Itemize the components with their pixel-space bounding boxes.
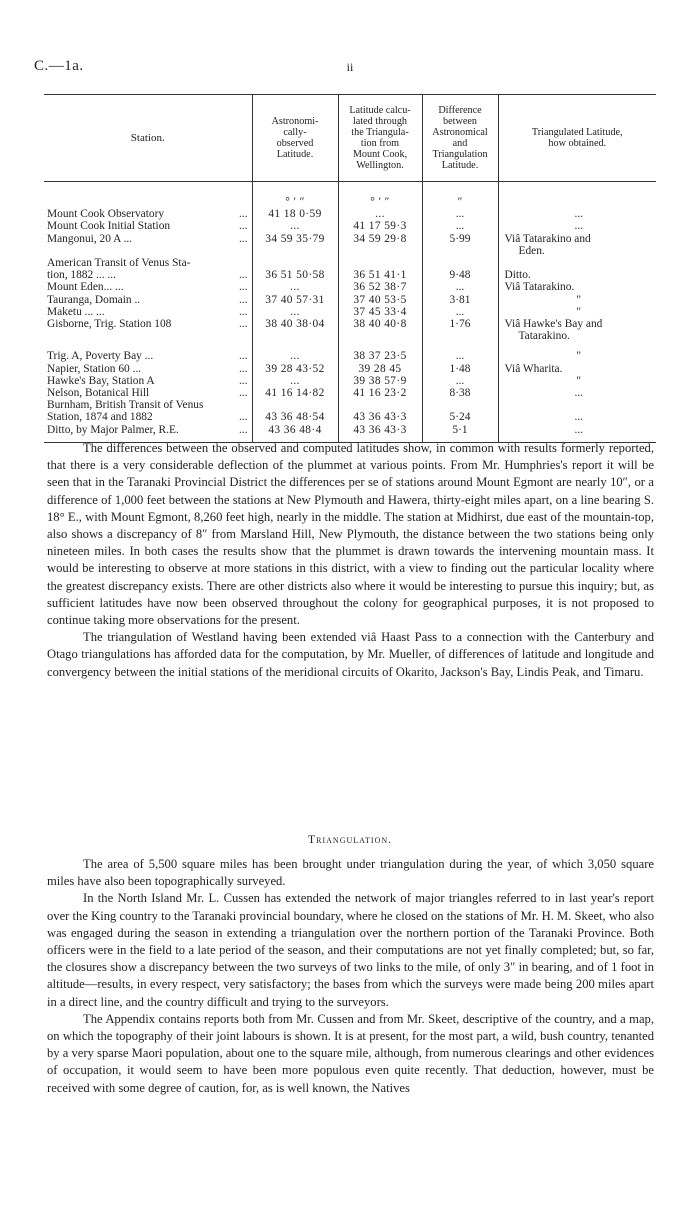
latitude-difference: ...	[422, 208, 498, 220]
station-label: Hawke's Bay, Station A	[47, 374, 155, 387]
station-name	[44, 208, 252, 220]
header-station: Station.	[44, 95, 252, 182]
station-name	[44, 399, 252, 411]
method-text: ...	[574, 387, 584, 400]
station-name	[44, 220, 252, 232]
leader-dots: ...	[238, 411, 248, 424]
leader-dots: ...	[238, 318, 248, 331]
station-name	[44, 363, 252, 375]
triangulated-latitude: ...	[338, 208, 422, 220]
how-obtained	[498, 363, 656, 375]
station-name	[44, 306, 252, 318]
station-label: Maketu ... ...	[47, 305, 105, 318]
leader-dots: ...	[238, 305, 248, 318]
section-heading: Triangulation.	[307, 832, 393, 846]
method-text: Ditto.	[504, 269, 531, 282]
station-name	[44, 269, 252, 281]
table-row	[44, 220, 656, 232]
method-text: Viâ Tatarakino and	[504, 232, 591, 245]
station-name	[44, 318, 252, 342]
how-obtained	[498, 281, 656, 293]
method-text: "	[576, 374, 582, 387]
triangulated-latitude: 36 52 38·7	[338, 281, 422, 293]
method-text-continued: Eden.	[518, 244, 545, 257]
table-row	[44, 318, 656, 342]
station-label: American Transit of Venus Sta-	[47, 257, 191, 270]
how-obtained	[498, 208, 656, 220]
units-row	[44, 182, 656, 209]
triangulated-latitude: 39 38 57·9	[338, 375, 422, 387]
how-obtained	[498, 350, 656, 362]
how-obtained	[498, 387, 656, 399]
latitude-difference: ...	[422, 306, 498, 318]
leader-dots: ...	[238, 374, 248, 387]
leader-dots: ...	[238, 350, 248, 363]
page-reference: C.—1a.	[34, 58, 84, 74]
paragraph: In the North Island Mr. L. Cussen has extended the network of major triangles referred to in last year's report over the King country to the Taranaki provincial boundary, where he closed on the stations of Mr. H. M. Skeet, who also was engaged during the season in extending a triangulation over the northern portion of the Taranaki Province. Both officers were in the field to a late period of the season, and their computations are not yet finally completed; but, so far, the closures show a discrepancy between the two surveys of two links to the mile, of only 3″ in bearing, and of 1 foot in altitude—results, in every respect, very satisfactory; the bases from which the surveys were made being 200 miles apart in a direct line, and the country difficult and trying to the surveyors.	[47, 891, 654, 1009]
header-difference: Difference between Astronomical and Triangulation Latitude.	[422, 95, 498, 182]
astronomical-latitude	[252, 257, 338, 269]
table-row	[44, 306, 656, 318]
table-row	[44, 208, 656, 220]
station-name	[44, 350, 252, 362]
latitude-difference: 5·1	[422, 424, 498, 443]
station-label: Mangonui, 20 A ...	[47, 232, 133, 245]
station-label: Mount Eden... ...	[47, 281, 124, 294]
triangulated-latitude: 43 36 43·3	[338, 411, 422, 423]
latitude-difference: 5·99	[422, 233, 498, 257]
body-text-block-1	[47, 440, 654, 681]
header-triangulation: Latitude calcu- lated through the Triangula- tion from Mount Cook, Wellington.	[338, 95, 422, 182]
leader-dots: ...	[238, 220, 248, 233]
header-how-obtained: Triangulated Latitude, how obtained.	[498, 95, 656, 182]
method-text: Viâ Tatarakino.	[504, 281, 575, 294]
station-label: Station, 1874 and 1882	[47, 411, 153, 424]
triangulated-latitude: 39 28 45	[338, 363, 422, 375]
station-name	[44, 411, 252, 423]
paragraph: The differences between the observed and computed latitudes show, in common with results formerly reported, that there is a very considerable deflection of the plummet at various points. From Mr. Humphries's report it will be seen that in the Taranaki Provincial District the differences per se of stations around Mount Egmont are nearly 10″, or a difference of 1,000 feet between the stations at New Plymouth and Hawera, thirty-eight miles apart, on a line bearing S. 18° E., with Mount Egmont, 8,260 feet high, nearly in the middle. The station at Midhirst, due east of the mountain-top, also shows a discrepancy of 8″ from Marsland Hill, New Plymouth, the distance between the two stations being only nineteen miles. In both cases the results show that the plummet is drawn towards the intervening mountain mass. It would be interesting to observe at more stations in this district, with a view to finding out the particular locality where the greatest discrepancy exists. There are other districts also where it would be interesting to pursue this inquiry; but, as sufficient latitudes have now been observed throughout the colony for geographical purposes, it is not proposed to continue taking more observations for the present.	[47, 441, 654, 628]
latitude-difference: ...	[422, 281, 498, 293]
station-label: Tauranga, Domain ..	[47, 293, 141, 306]
how-obtained	[498, 220, 656, 232]
method-text: Viâ Wharita.	[504, 362, 563, 375]
table-row	[44, 363, 656, 375]
units-triangulation: ° ′ ″	[338, 182, 422, 209]
page-number: ii	[346, 60, 354, 74]
paragraph: The triangulation of Westland having been extended viâ Haast Pass to a connection with the Canterbury and Otago triangulations has afforded data for the computation, by Mr. Mueller, of differences of latitude and longitude and convergency between the initial stations of the meridional circuits of Okarito, Jackson's Bay, Lindis Peak, and Timaru.	[47, 630, 654, 679]
astronomical-latitude	[252, 399, 338, 411]
latitude-difference: 1·76	[422, 318, 498, 342]
astronomical-latitude: 34 59 35·79	[252, 233, 338, 257]
latitude-difference	[422, 399, 498, 411]
triangulated-latitude: 37 45 33·4	[338, 306, 422, 318]
method-text: ...	[574, 220, 584, 233]
how-obtained	[498, 411, 656, 423]
astronomical-latitude: ...	[252, 306, 338, 318]
table-row	[44, 257, 656, 269]
triangulated-latitude: 37 40 53·5	[338, 294, 422, 306]
triangulated-latitude	[338, 257, 422, 269]
latitude-table	[44, 94, 656, 444]
how-obtained	[498, 318, 656, 342]
table-row	[44, 375, 656, 387]
table-row	[44, 399, 656, 411]
table-row	[44, 233, 656, 257]
station-name	[44, 257, 252, 269]
method-text: Viâ Hawke's Bay and	[504, 318, 603, 331]
station-label: Napier, Station 60 ...	[47, 362, 142, 375]
table-header-row	[44, 95, 656, 182]
station-label: Burnham, British Transit of Venus	[47, 399, 204, 412]
latitude-difference: ...	[422, 220, 498, 232]
station-label: Mount Cook Initial Station	[47, 220, 171, 233]
triangulated-latitude: 41 16 23·2	[338, 387, 422, 399]
leader-dots: ...	[238, 281, 248, 294]
paragraph: The area of 5,500 square miles has been brought under triangulation during the year, of which 3,050 square miles have also been topographically surveyed.	[47, 857, 654, 889]
station-label: Gisborne, Trig. Station 108	[47, 318, 172, 331]
how-obtained	[498, 399, 656, 411]
header-astronomical: Astronomi- cally- observed Latitude.	[252, 95, 338, 182]
station-label: Nelson, Botanical Hill	[47, 387, 150, 400]
method-text: "	[576, 350, 582, 363]
leader-dots: ...	[238, 232, 248, 245]
triangulated-latitude: 36 51 41·1	[338, 269, 422, 281]
leader-dots: ...	[238, 423, 248, 436]
station-label: Ditto, by Major Palmer, R.E.	[47, 423, 179, 436]
method-text: ...	[574, 208, 584, 221]
table-row	[44, 411, 656, 423]
how-obtained	[498, 269, 656, 281]
astronomical-latitude: 37 40 57·31	[252, 294, 338, 306]
astronomical-latitude: 38 40 38·04	[252, 318, 338, 342]
station-name	[44, 233, 252, 257]
method-text: "	[576, 293, 582, 306]
latitude-difference: 5·24	[422, 411, 498, 423]
station-name	[44, 387, 252, 399]
latitude-difference	[422, 257, 498, 269]
latitude-difference: 1·48	[422, 363, 498, 375]
method-text: ...	[574, 423, 584, 436]
triangulated-latitude: 38 37 23·5	[338, 350, 422, 362]
astronomical-latitude: ...	[252, 281, 338, 293]
astronomical-latitude: ...	[252, 220, 338, 232]
triangulated-latitude: 43 36 43·3	[338, 424, 422, 443]
station-name	[44, 375, 252, 387]
astronomical-latitude: 36 51 50·58	[252, 269, 338, 281]
astronomical-latitude: 43 36 48·4	[252, 424, 338, 443]
how-obtained	[498, 375, 656, 387]
latitude-difference: ...	[422, 350, 498, 362]
triangulated-latitude: 34 59 29·8	[338, 233, 422, 257]
astronomical-latitude: ...	[252, 375, 338, 387]
table-row	[44, 281, 656, 293]
astronomical-latitude: 39 28 43·52	[252, 363, 338, 375]
station-label: Mount Cook Observatory	[47, 208, 165, 221]
station-label: tion, 1882 ... ...	[47, 269, 116, 282]
astronomical-latitude: 41 16 14·82	[252, 387, 338, 399]
station-label: Trig. A, Poverty Bay ...	[47, 350, 154, 363]
latitude-difference: 3·81	[422, 294, 498, 306]
leader-dots: ...	[238, 362, 248, 375]
method-text-continued: Tatarakino.	[518, 330, 570, 343]
paragraph: The Appendix contains reports both from Mr. Cussen and from Mr. Skeet, descriptive of the country, and a map, on which the topography of their joint labours is shown. It is at present, for the most part, a wild, bush country, tenanted by a very sparse Maori population, about one to the square mile, although, from numerous clearings and other evidences of occupation, it would seem to have been more populous even quite recently. That deduction, however, must be received with some degree of caution, for, as is well known, the Natives	[47, 1011, 654, 1095]
triangulated-latitude: 41 17 59·3	[338, 220, 422, 232]
how-obtained	[498, 257, 656, 269]
triangulated-latitude: 38 40 40·8	[338, 318, 422, 342]
leader-dots: ...	[238, 293, 248, 306]
astronomical-latitude: ...	[252, 350, 338, 362]
how-obtained	[498, 233, 656, 257]
units-astronomical: ° ′ ″	[252, 182, 338, 209]
latitude-difference: 9·48	[422, 269, 498, 281]
table-row	[44, 294, 656, 306]
leader-dots: ...	[238, 208, 248, 221]
how-obtained	[498, 306, 656, 318]
latitude-difference: 8·38	[422, 387, 498, 399]
latitude-difference: ...	[422, 375, 498, 387]
station-name	[44, 281, 252, 293]
method-text: ...	[574, 411, 584, 424]
table-row	[44, 269, 656, 281]
astronomical-latitude: 41 18 0·59	[252, 208, 338, 220]
leader-dots: ...	[238, 387, 248, 400]
table-row	[44, 350, 656, 362]
leader-dots: ...	[238, 269, 248, 282]
units-difference: ″	[422, 182, 498, 209]
triangulated-latitude	[338, 399, 422, 411]
astronomical-latitude: 43 36 48·54	[252, 411, 338, 423]
method-text: "	[576, 305, 582, 318]
body-text-block-2	[47, 856, 654, 1097]
station-name	[44, 294, 252, 306]
how-obtained	[498, 294, 656, 306]
table-row	[44, 387, 656, 399]
